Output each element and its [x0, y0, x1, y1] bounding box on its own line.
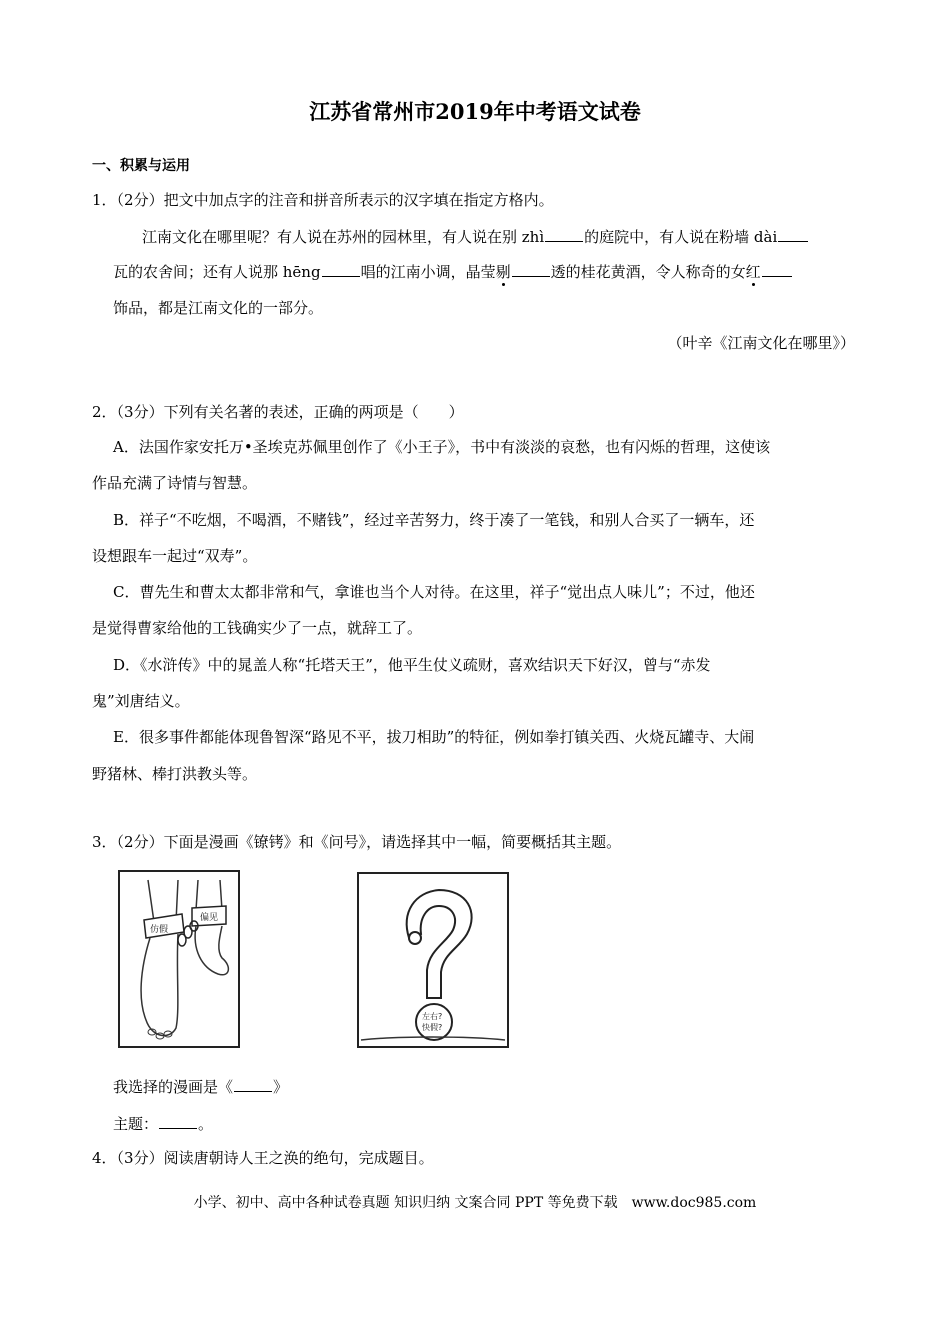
q1-source: （叶辛《江南文化在哪里》）: [667, 334, 855, 352]
q1-text: 透的桂花黄酒，令人称奇的女: [550, 263, 746, 281]
q3-choice-text: 》: [273, 1078, 289, 1096]
q1-stem: 1．（2分）把文中加点字的注音和拼音所表示的汉字填在指定方格内。: [92, 191, 554, 209]
section-heading: 一、积累与运用: [92, 158, 190, 174]
ball-label-1: 左右?: [422, 1012, 443, 1021]
q2-option-e: E．很多事件都能体现鲁智深“路见不平，拔刀相助”的特征，例如拳打镇关西、火烧瓦罐寺、大闹: [113, 728, 755, 746]
q1-passage-line2: [113, 262, 793, 282]
answer-blank[interactable]: [234, 1077, 272, 1092]
q1-passage-line3: 饰品，都是江南文化的一部分。: [113, 299, 324, 317]
dotted-char: 剔: [495, 263, 511, 281]
q2-option-c: C．曹先生和曹太太都非常和气，拿谁也当个人对待。在这里，祥子“觉出点人味儿”；不过，他还: [113, 583, 755, 601]
q2-option-d: D．《水浒传》中的晁盖人称“托塔天王”，他平生仗义疏财，喜欢结识天下好汉，曾与“赤发: [113, 656, 711, 674]
answer-blank[interactable]: [512, 262, 550, 277]
answer-blank[interactable]: [545, 227, 583, 242]
q1-text: 的庭院中，有人说在粉墙 dài: [584, 228, 778, 246]
answer-blank[interactable]: [778, 227, 808, 242]
q3-choice-text: 我选择的漫画是《: [113, 1078, 234, 1096]
q2-option-b-cont: 设想跟车一起过“双寿”。: [92, 547, 258, 565]
q3-theme-text: 主题：: [113, 1115, 159, 1133]
shackle-left-label: 仿假: [150, 925, 169, 935]
q3-theme-line: [113, 1114, 213, 1134]
q1-passage-line1: [142, 227, 809, 247]
answer-blank[interactable]: [159, 1114, 197, 1129]
q2-option-e-cont: 野猪林、棒打洪教头等。: [92, 765, 258, 783]
question-mark-drawing: [357, 872, 509, 1048]
shackles-drawing: [118, 870, 240, 1048]
q1-text: 江南文化在哪里呢？有人说在苏州的园林里，有人说在别 zhì: [142, 228, 545, 246]
answer-blank[interactable]: [762, 262, 792, 277]
q1-text: 唱的江南小调，晶莹: [360, 263, 496, 281]
dotted-char: 红: [745, 263, 761, 281]
q2-option-a-cont: 作品充满了诗情与智慧。: [92, 474, 258, 492]
q3-theme-text: 。: [198, 1115, 214, 1133]
q3-choice-line: [113, 1077, 288, 1097]
comic-question-mark-image: [357, 872, 509, 1048]
page-footer: 小学、初中、高中各种试卷真题 知识归纳 文案合同 PPT 等免费下载 www.doc985.com: [193, 1195, 757, 1211]
shackle-right-label: 偏见: [200, 913, 219, 923]
answer-blank[interactable]: [322, 262, 360, 277]
page-title: 江苏省常州市2019年中考语文试卷: [309, 99, 641, 124]
q1-text: 瓦的农舍间；还有人说那 hēng: [113, 263, 321, 281]
q2-stem: 2．（3分）下列有关名著的表述，正确的两项是（ ）: [92, 403, 464, 421]
ball-label-2: 快假?: [422, 1023, 443, 1032]
q3-stem: 3．（2分）下面是漫画《镣铐》和《问号》，请选择其中一幅，简要概括其主题。: [92, 833, 622, 851]
q2-option-c-cont: 是觉得曹家给他的工钱确实少了一点，就辞工了。: [92, 619, 423, 637]
q2-option-a: A．法国作家安托万•圣埃克苏佩里创作了《小王子》，书中有淡淡的哀愁，也有闪烁的哲理，这使该: [113, 438, 771, 456]
q2-option-d-cont: 鬼”刘唐结义。: [92, 692, 190, 710]
comic-shackles-image: [118, 870, 240, 1048]
q2-option-b: B．祥子“不吃烟，不喝酒，不赌钱”，经过辛苦努力，终于凑了一笔钱，和别人合买了一辆车，还: [113, 511, 755, 529]
q4-stem: 4．（3分）阅读唐朝诗人王之涣的绝句，完成题目。: [92, 1149, 434, 1167]
